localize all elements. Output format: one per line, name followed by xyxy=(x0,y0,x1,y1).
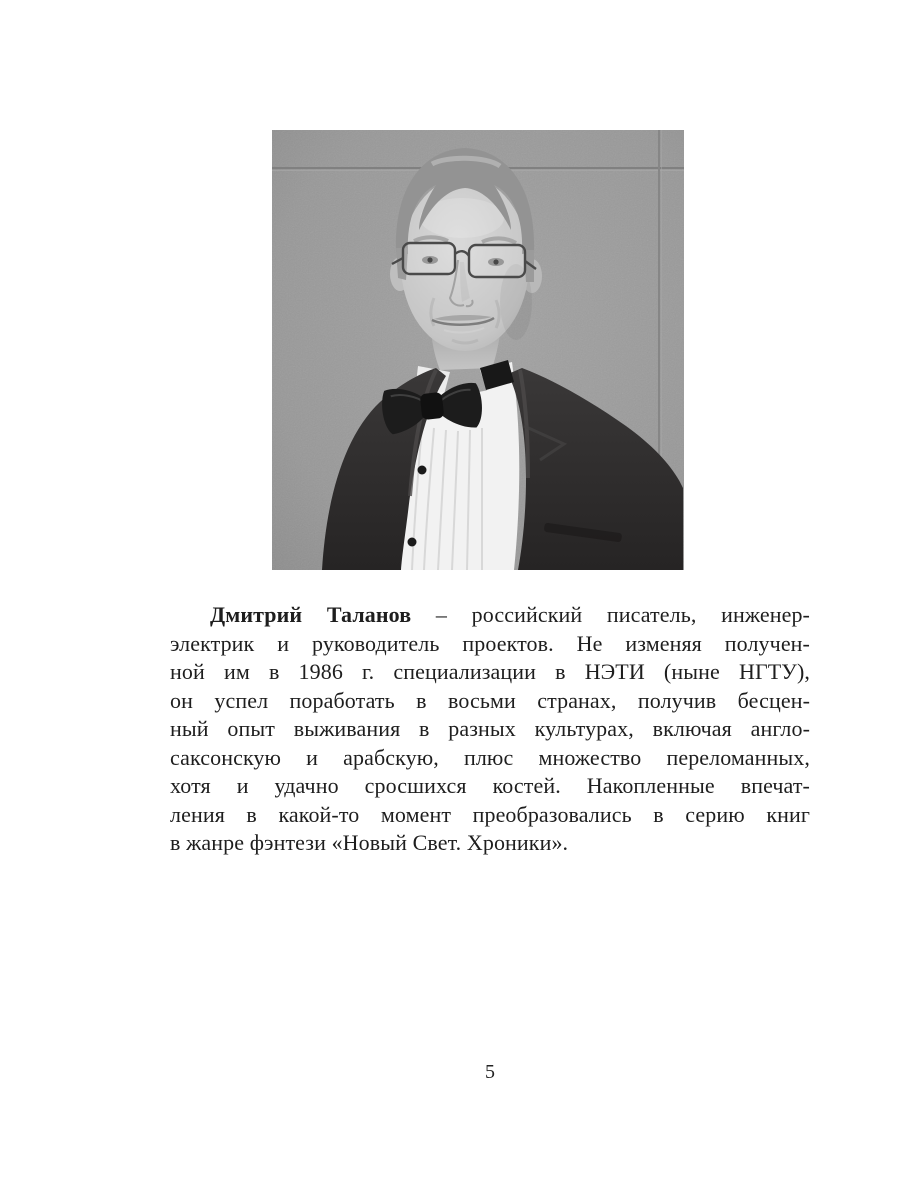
bio-line: ный опыт выживания в разных культурах, включая англо- xyxy=(170,716,810,741)
bio-line: электрик и руководитель проектов. Не изменяя получен- xyxy=(170,630,810,656)
portrait-photo-svg xyxy=(272,130,684,570)
bio-line-text: – российский писатель, инженер- xyxy=(411,602,810,627)
bio-line xyxy=(170,601,810,630)
bio-line: саксонскую и арабскую, плюс множество переломанных, xyxy=(170,744,810,770)
bio-line: в жанре фэнтези «Новый Свет. Хроники». xyxy=(170,830,569,855)
bio-line: хотя и удачно сросшихся костей. Накопленные впечат- xyxy=(170,773,810,798)
page-number: 5 xyxy=(485,1061,495,1083)
bio-line: ной им в 1986 г. специализации в НЭТИ (ныне НГТУ), xyxy=(170,659,810,684)
author-portrait-photo xyxy=(272,130,684,570)
bio-line: ления в какой-то момент преобразовались в серию книг xyxy=(170,801,810,827)
author-bio-paragraph xyxy=(170,601,810,858)
author-name: Дмитрий Таланов xyxy=(210,602,412,627)
bio-line: он успел поработать в восьми странах, получив бесцен- xyxy=(170,687,810,713)
